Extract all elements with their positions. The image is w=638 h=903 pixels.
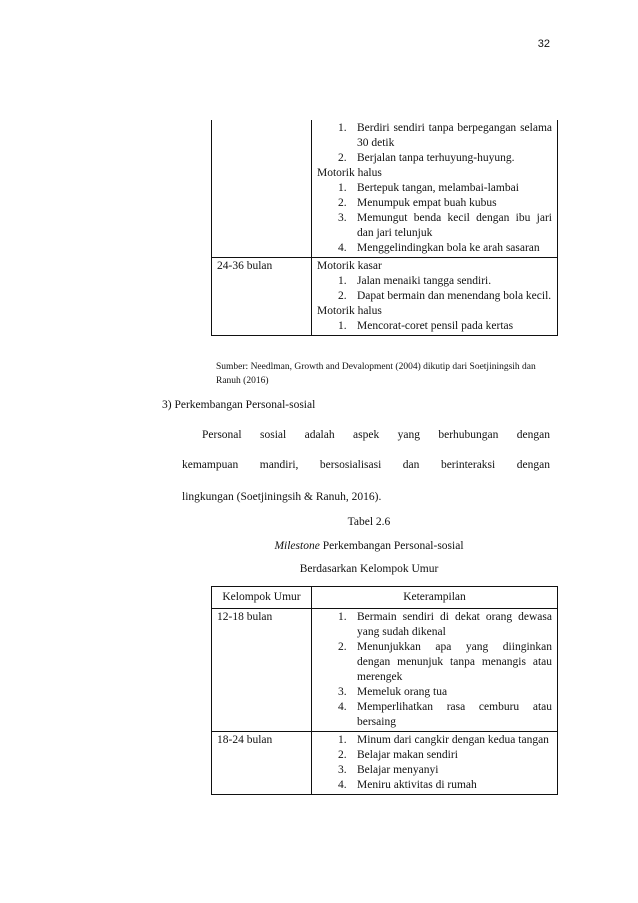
list-text: Meniru aktivitas di rumah — [357, 779, 477, 791]
table-caption-subtitle: Berdasarkan Kelompok Umur — [299, 563, 439, 575]
skills-cell — [312, 120, 558, 258]
list-text: Menumpuk empat buah kubus — [357, 197, 497, 209]
age-cell: 12-18 bulan — [212, 609, 312, 732]
list-number: 2. — [338, 290, 347, 302]
section-heading: 3) Perkembangan Personal-sosial — [162, 399, 316, 411]
list-text: Menunjukkan apa yang diinginkan dengan menunjuk tanpa menangis atau merengek — [357, 641, 552, 683]
numbered-list — [317, 274, 552, 304]
header-skills: Keterampilan — [312, 587, 558, 609]
age-cell — [212, 120, 312, 258]
list-number: 1. — [338, 320, 347, 332]
skill-category: Motorik kasar — [317, 260, 382, 272]
list-item — [338, 121, 552, 151]
list-item — [338, 733, 552, 748]
list-number: 2. — [338, 197, 347, 209]
numbered-list — [317, 319, 552, 334]
list-number: 4. — [338, 779, 347, 791]
list-number: 4. — [338, 242, 347, 254]
list-number: 3. — [338, 764, 347, 776]
numbered-list — [317, 733, 552, 793]
numbered-list — [317, 610, 552, 730]
numbered-list — [317, 121, 552, 166]
list-text: Dapat bermain dan menendang bola kecil. — [357, 290, 552, 302]
skill-category: Motorik halus — [317, 167, 382, 179]
list-item — [338, 640, 552, 685]
list-text: Mencorat-coret pensil pada kertas — [357, 320, 514, 332]
list-number: 1. — [338, 275, 347, 287]
table-row — [212, 609, 558, 732]
list-number: 1. — [338, 122, 347, 134]
list-item — [338, 763, 552, 778]
list-text: Jalan menaiki tangga sendiri. — [357, 275, 492, 287]
skills-cell — [312, 258, 558, 336]
list-number: 2. — [338, 152, 347, 164]
table-caption-title — [169, 540, 569, 552]
list-text: Berdiri sendiri tanpa berpegangan selama 30 detik — [357, 122, 552, 149]
list-number: 1. — [338, 734, 347, 746]
numbered-list — [317, 181, 552, 256]
table-header-row — [212, 587, 558, 609]
motor-milestone-table-continued — [211, 120, 558, 336]
paragraph-line-1: Personal sosial adalah aspek yang berhubungan dengan — [202, 429, 550, 441]
page-number: 32 — [537, 38, 550, 50]
skill-category: Motorik halus — [317, 305, 382, 317]
list-item — [338, 610, 552, 640]
list-text: Menggelindingkan bola ke arah sasaran — [357, 242, 540, 254]
list-item — [338, 274, 552, 289]
list-item — [338, 685, 552, 700]
list-text: Memungut benda kecil dengan ibu jari dan jari telunjuk — [357, 212, 552, 239]
table-caption-number: Tabel 2.6 — [347, 516, 391, 528]
list-number: 2. — [338, 641, 347, 653]
list-text: Bermain sendiri di dekat orang dewasa yang sudah dikenal — [357, 611, 552, 638]
age-cell: 24-36 bulan — [212, 258, 312, 336]
skills-cell — [312, 732, 558, 795]
list-item — [338, 748, 552, 763]
age-cell: 18-24 bulan — [212, 732, 312, 795]
list-item — [338, 241, 552, 256]
list-text: Berjalan tanpa terhuyung-huyung. — [357, 152, 515, 164]
list-text: Belajar menyanyi — [357, 764, 439, 776]
list-number: 1. — [338, 611, 347, 623]
list-number: 4. — [338, 701, 347, 713]
list-text: Minum dari cangkir dengan kedua tangan — [357, 734, 549, 746]
list-text: Bertepuk tangan, melambai-lambai — [357, 182, 519, 194]
skills-cell — [312, 609, 558, 732]
list-item — [338, 151, 552, 166]
paragraph-line-3: lingkungan (Soetjiningsih & Ranuh, 2016). — [182, 491, 382, 503]
table-row — [212, 258, 558, 336]
list-item — [338, 778, 552, 793]
personal-social-milestone-table — [211, 586, 558, 795]
list-text: Memperlihatkan rasa cemburu atau bersaing — [357, 701, 552, 728]
table-caption-italic: Milestone — [274, 540, 320, 552]
table-source-note: Sumber: Needlman, Growth and Devalopment (2004) dikutip dari Soetjiningsih dan Ranuh (2016) — [216, 362, 536, 386]
list-text: Belajar makan sendiri — [357, 749, 458, 761]
list-item — [338, 700, 552, 730]
list-number: 3. — [338, 686, 347, 698]
table-row — [212, 120, 558, 258]
list-item — [338, 289, 552, 304]
table-row — [212, 732, 558, 795]
header-age-group: Kelompok Umur — [212, 587, 312, 609]
list-item — [338, 196, 552, 211]
list-text: Memeluk orang tua — [357, 686, 448, 698]
list-number: 1. — [338, 182, 347, 194]
list-number: 2. — [338, 749, 347, 761]
list-number: 3. — [338, 212, 347, 224]
list-item — [338, 319, 552, 334]
paragraph-line-2: kemampuan mandiri, bersosialisasi dan berinteraksi dengan — [182, 459, 550, 471]
table-caption-title-rest: Perkembangan Personal-sosial — [319, 540, 464, 552]
list-item — [338, 181, 552, 196]
list-item — [338, 211, 552, 241]
